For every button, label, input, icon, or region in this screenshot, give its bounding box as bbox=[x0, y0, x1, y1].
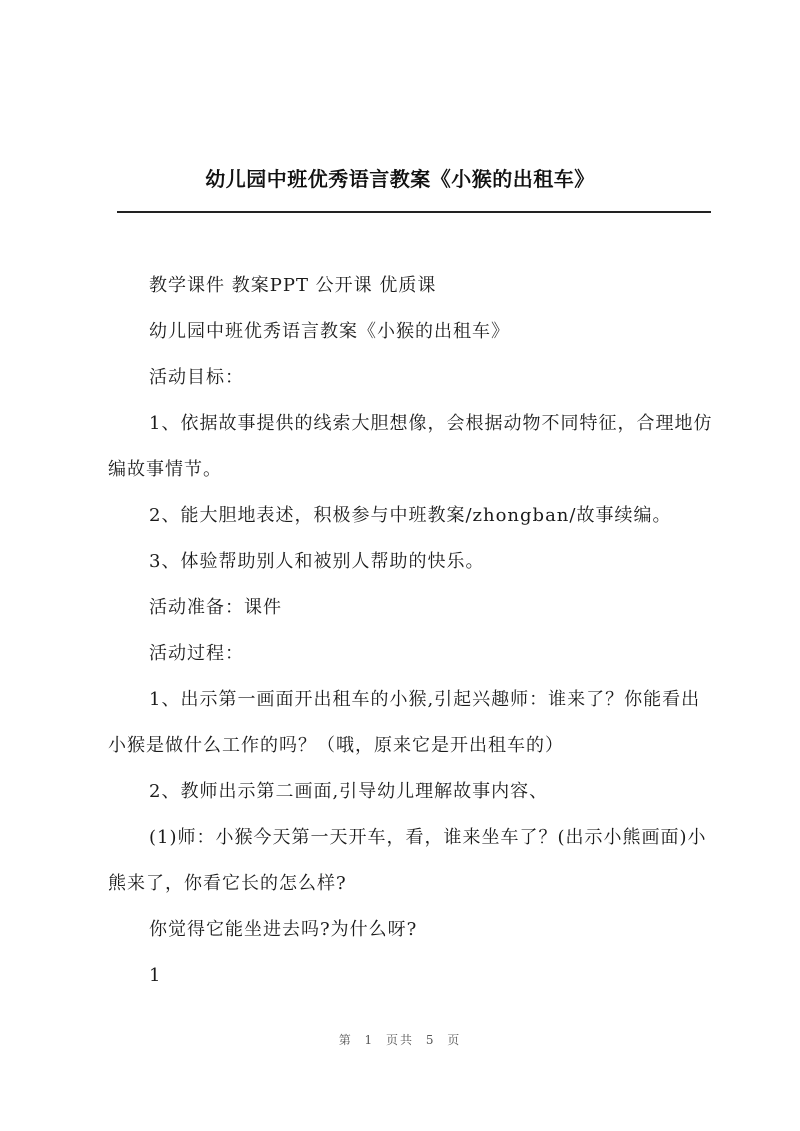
paragraph-process-label: 活动过程： bbox=[149, 643, 244, 664]
paragraph-goal-2: 2、能大胆地表述，积极参与中班教案/zhongban/故事续编。 bbox=[149, 505, 672, 526]
page-title: 幼儿园中班优秀语言教案《小猴的出租车》 bbox=[205, 167, 595, 191]
paragraph-preparation: 活动准备：课件 bbox=[149, 597, 282, 618]
paragraph-goal-1: 1、依据故事提供的线索大胆想像，会根据动物不同特征，合理地仿编故事情节。 bbox=[108, 413, 713, 480]
document-body bbox=[108, 263, 714, 999]
paragraph-goals-label: 活动目标： bbox=[149, 367, 244, 388]
paragraph-step-2-1: (1)师：小猴今天第一天开车，看，谁来坐车了？(出示小熊画面)小熊来了，你看它长的怎么样? bbox=[108, 827, 707, 894]
paragraph-heading: 幼儿园中班优秀语言教案《小猴的出租车》 bbox=[149, 321, 510, 342]
paragraph-step-2: 2、教师出示第二画面,引导幼儿理解故事内容、 bbox=[149, 781, 549, 802]
paragraph-number: 1 bbox=[149, 965, 162, 986]
paragraph-question: 你觉得它能坐进去吗?为什么呀? bbox=[149, 919, 418, 940]
title-divider bbox=[117, 211, 711, 213]
page-footer: 第 1 页共 5 页 bbox=[338, 1033, 462, 1047]
paragraph-goal-3: 3、体验帮助别人和被别人帮助的快乐。 bbox=[149, 551, 485, 572]
paragraph-step-1: 1、出示第一画面开出租车的小猴,引起兴趣师：谁来了？你能看出小猴是做什么工作的吗？（哦，原来它是开出租车的） bbox=[108, 689, 701, 756]
paragraph-tags: 教学课件 教案PPT 公开课 优质课 bbox=[149, 275, 437, 296]
